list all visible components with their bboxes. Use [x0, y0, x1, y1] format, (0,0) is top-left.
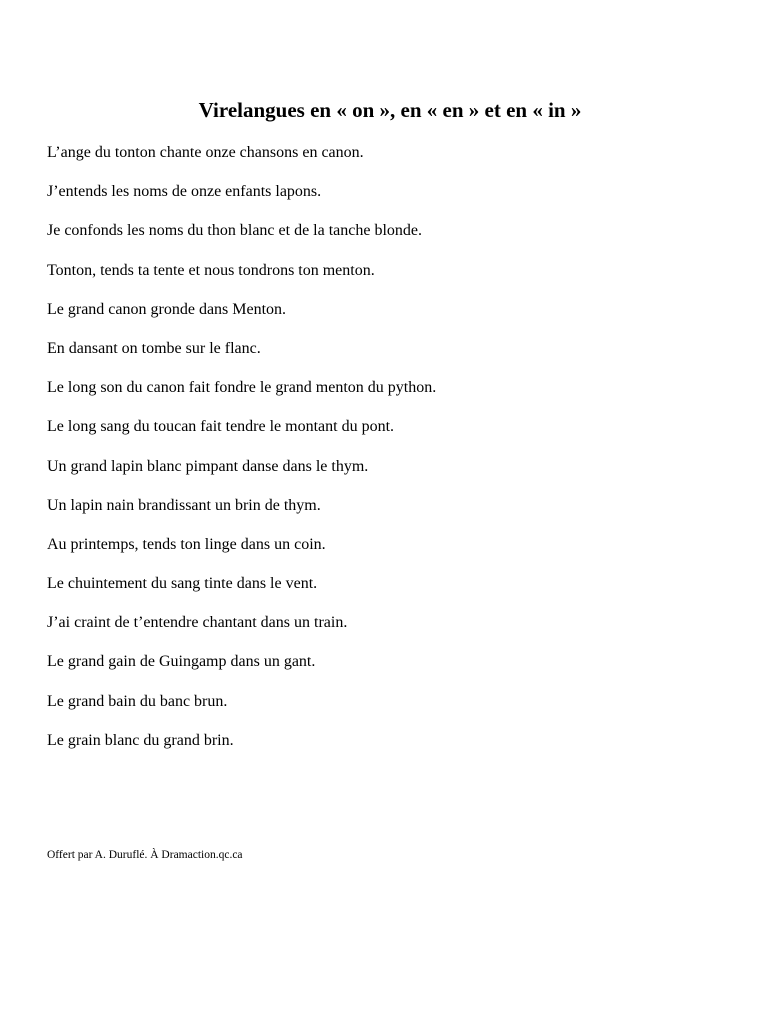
tongue-twister-line: J’entends les noms de onze enfants lapons. [47, 183, 322, 201]
document-title: Virelangues en « on », en « en » et en « in » [198, 98, 582, 122]
tongue-twister-list [47, 143, 436, 770]
tongue-twister-line: Le chuintement du sang tinte dans le vent. [47, 575, 318, 593]
tongue-twister-line: Le grain blanc du grand brin. [47, 731, 234, 749]
tongue-twister-line: J’ai craint de t’entendre chantant dans un train. [47, 614, 348, 632]
tongue-twister-line: Un grand lapin blanc pimpant danse dans le thym. [47, 457, 369, 475]
tongue-twister-line: Tonton, tends ta tente et nous tondrons ton menton. [47, 261, 375, 279]
tongue-twister-line: Un lapin nain brandissant un brin de thym. [47, 496, 321, 514]
tongue-twister-line: Le long son du canon fait fondre le grand menton du python. [47, 379, 437, 397]
tongue-twister-line: Au printemps, tends ton linge dans un coin. [47, 535, 326, 553]
tongue-twister-line: En dansant on tombe sur le flanc. [47, 339, 261, 357]
tongue-twister-line: Je confonds les noms du thon blanc et de la tanche blonde. [47, 222, 423, 240]
tongue-twister-line: Le long sang du toucan fait tendre le montant du pont. [47, 418, 395, 436]
tongue-twister-line: Le grand canon gronde dans Menton. [47, 300, 287, 318]
tongue-twister-line: Le grand gain de Guingamp dans un gant. [47, 653, 316, 671]
tongue-twister-line: Le grand bain du banc brun. [47, 692, 228, 710]
document-footer: Offert par A. Duruflé. À Dramaction.qc.ca [47, 849, 243, 861]
tongue-twister-line: L’ange du tonton chante onze chansons en canon. [47, 144, 364, 161]
